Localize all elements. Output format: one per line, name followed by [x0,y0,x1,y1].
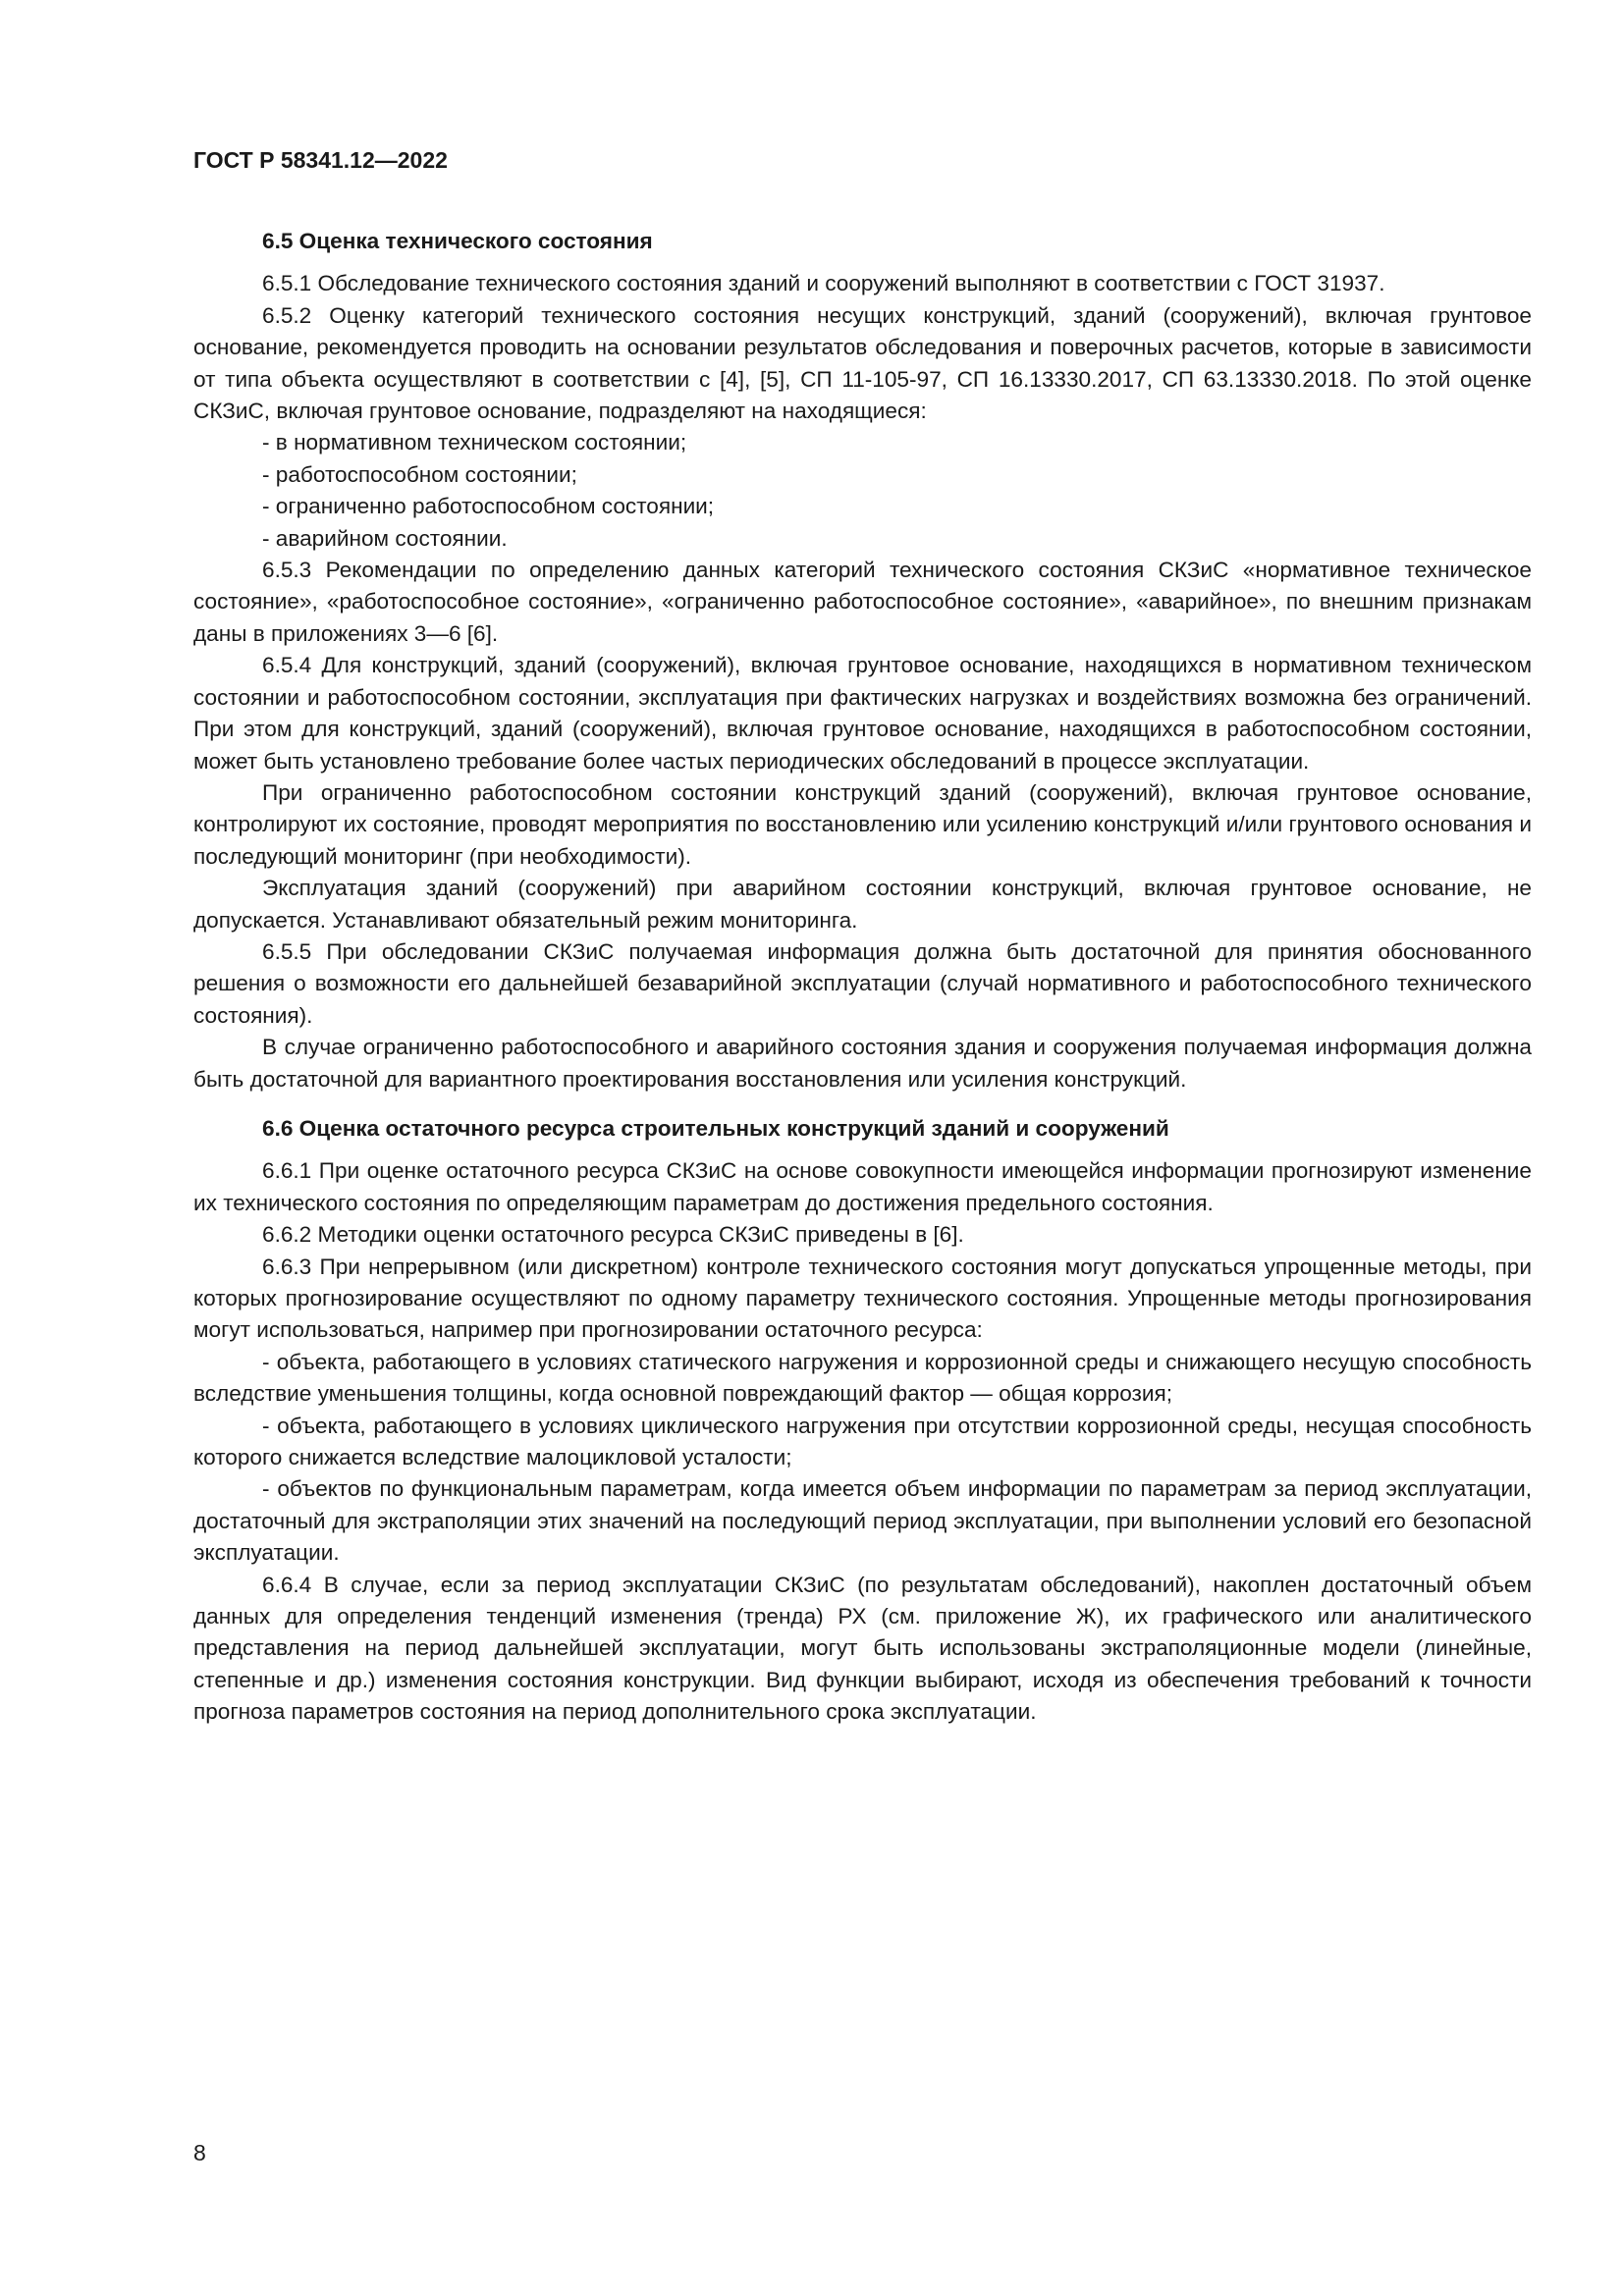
paragraph-emergency-condition: Эксплуатация зданий (сооружений) при аварийном состоянии конструкций, включая грунтовое основание, не допускается. Устанавливают обязательный режим мониторинга. [193,876,1532,933]
list-item: - объекта, работающего в условиях статического нагружения и коррозионной среды и снижающего несущую способность вследствие уменьшения толщины, когда основной повреждающий фактор — общая коррозия; [193,1349,1532,1407]
list-item: - объектов по функциональным параметрам, когда имеется объем информации по параметрам за период эксплуатации, достаточный для экстраполяции этих значений на последующий период эксплуатации, при выполнении условий его безопасной эксплуатации. [193,1476,1532,1566]
section-heading-6-6: 6.6 Оценка остаточного ресурса строительных конструкций зданий и сооружений [262,1115,1169,1141]
paragraph-limited-condition: При ограниченно работоспособном состоянии конструкций зданий (сооружений), включая грунтовое основание, контролируют их состояние, проводят мероприятия по восстановлению или усилению конструкций и/или грунтового основания и последующий мониторинг (при необходимости). [193,779,1532,869]
paragraph-limited-case: В случае ограниченно работоспособного и аварийного состояния здания и сооружения получаемая информация должна быть достаточной для вариантного проектирования восстановления или усиления конструкций. [193,1035,1532,1092]
paragraph-6-6-4: 6.6.4 В случае, если за период эксплуатации СКЗиС (по результатам обследований), накоплен достаточный объем данных для определения тенденций изменения (тренда) РХ (см. приложение Ж), их графического или аналитического представления на период дальнейшей эксплуатации, могут быть использованы экстраполяционные модели (линейные, степенные и др.) изменения состояния конструкции. Вид функции выбирают, исходя из обеспечения требований к точности прогноза параметров состояния на период дополнительного срока эксплуатации. [193,1572,1532,1725]
list-item: - в нормативном техническом состоянии; [262,430,687,455]
list-item: - ограниченно работоспособном состоянии; [262,494,715,519]
list-item: - работоспособном состоянии; [262,461,577,487]
document-code-header: ГОСТ Р 58341.12—2022 [193,147,448,173]
paragraph-6-5-4: 6.5.4 Для конструкций, зданий (сооружений), включая грунтовое основание, находящихся в нормативном техническом состоянии и работоспособном состоянии, эксплуатация при фактических нагрузках и воздействиях возможна без ограничений. При этом для конструкций, зданий (сооружений), включая грунтовое основание, находящихся в работоспособном состоянии, может быть установлено требование более частых периодических обследований в процессе эксплуатации. [193,653,1532,774]
paragraph-6-6-3: 6.6.3 При непрерывном (или дискретном) контроле технического состояния могут допускаться упрощенные методы, при которых прогнозирование осуществляют по одному параметру технического состояния. Упрощенные методы прогнозирования могут использоваться, например при прогнозировании остаточного ресурса: [193,1254,1532,1343]
condition-category-list [193,427,1532,555]
paragraph-6-5-1: 6.5.1 Обследование технического состояния зданий и сооружений выполняют в соответствии с ГОСТ 31937. [262,271,1385,296]
paragraph-6-5-2: 6.5.2 Оценку категорий технического состояния несущих конструкций, зданий (сооружений), включая грунтовое основание, рекомендуется проводить на основании результатов обследования и поверочных расчетов, которые в зависимости от типа объекта осуществляют в соответствии с [4], [5], СП 11-105-97, СП 16.13330.2017, СП 63.13330.2018. По этой оценке СКЗиС, включая грунтовое основание, подразделяют на находящиеся: [193,302,1532,424]
page-number: 8 [193,2140,206,2165]
section-heading-6-5: 6.5 Оценка технического состояния [262,229,653,253]
list-item: - аварийном состоянии. [262,525,508,551]
paragraph-6-6-1: 6.6.1 При оценке остаточного ресурса СКЗиС на основе совокупности имеющейся информации прогнозируют изменение их технического состояния по определяющим параметрам до достижения предельного состояния. [193,1158,1532,1215]
paragraph-6-5-5: 6.5.5 При обследовании СКЗиС получаемая информация должна быть достаточной для принятия обоснованного решения о возможности его дальнейшей безаварийной эксплуатации (случай нормативного и работоспособного технического состояния). [193,938,1532,1028]
paragraph-6-6-2: 6.6.2 Методики оценки остаточного ресурса СКЗиС приведены в [6]. [262,1222,964,1248]
document-body [193,226,1532,1729]
list-item: - объекта, работающего в условиях циклического нагружения при отсутствии коррозионной среды, несущая способность которого снижается вследствие малоцикловой усталости; [193,1413,1532,1470]
paragraph-6-5-3: 6.5.3 Рекомендации по определению данных категорий технического состояния СКЗиС «нормативное техническое состояние», «работоспособное состояние», «ограниченно работоспособное состояние», «аварийное», по внешним признакам даны в приложениях 3—6 [6]. [193,558,1532,646]
